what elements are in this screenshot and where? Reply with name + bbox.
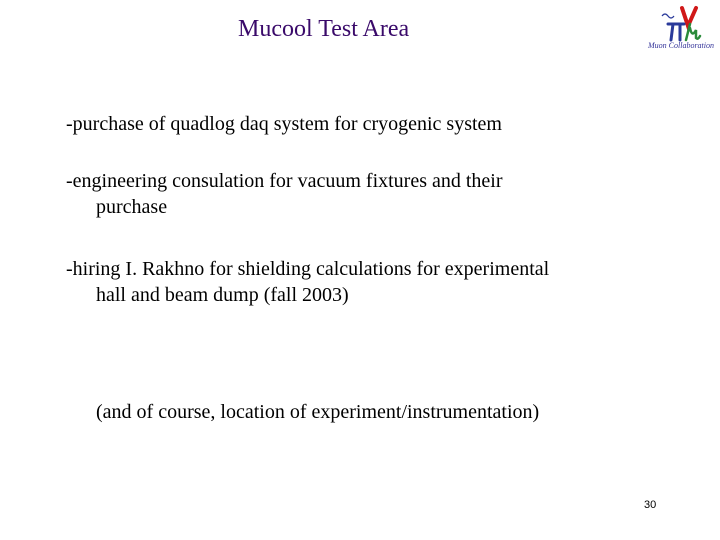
list-item-line: -hiring I. Rakhno for shielding calculations for experimental bbox=[66, 258, 550, 280]
closing-note-text: (and of course, location of experiment/instrumentation) bbox=[96, 401, 540, 423]
list-item-line: -purchase of quadlog daq system for cryogenic system bbox=[66, 113, 502, 135]
logo-caption: Muon Collaboration bbox=[648, 41, 715, 50]
list-item-line: -engineering consulation for vacuum fixtures and their bbox=[66, 170, 503, 192]
list-item bbox=[66, 256, 686, 308]
slide-title: Mucool Test Area bbox=[238, 16, 410, 42]
list-item bbox=[66, 168, 686, 220]
closing-note bbox=[96, 399, 539, 425]
list-item-line: purchase bbox=[96, 196, 168, 218]
list-item bbox=[66, 111, 686, 137]
page-number: 30 bbox=[644, 499, 657, 511]
list-item-line: hall and beam dump (fall 2003) bbox=[96, 284, 349, 306]
